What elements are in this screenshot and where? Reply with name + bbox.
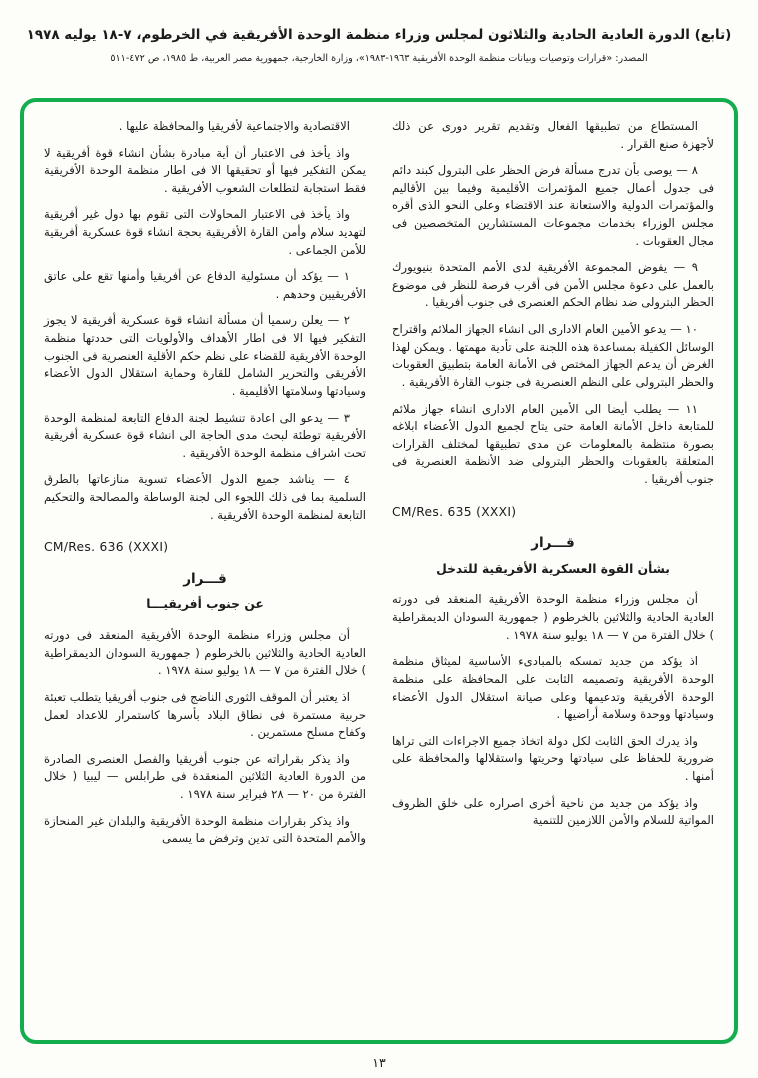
resolution-heading: قـــرار — [531, 535, 575, 552]
paragraph: واذ يدرك الحق الثابت لكل دولة اتخاذ جميع الاجراءات التى تراها ضرورية للحفاظ على سيادتها وحريتها واستقلالها والمحافظة على أمنها . — [392, 733, 714, 783]
page-header — [0, 0, 758, 64]
paragraph: ٣ — يدعو الى اعادة تنشيط لجنة الدفاع التابعة لمنظمة الوحدة الأفريقية توطئة لبحث مدى الحاجة الى انشاء قوة عسكرية أفريقية تحت اشراف منظمة الوحدة الأفريقية . — [44, 410, 366, 460]
paragraph: ٩ — يفوض المجموعة الأفريقية لدى الأمم المتحدة بنيويورك بالعمل على دعوة مجلس الأمن فى أقرب فرصة للنظر فى موضوع الحظر البترولى ضد نظام الحكم العنصرى فى جنوب أفريقيا . — [392, 260, 714, 310]
paragraph: الاقتصادية والاجتماعية لأفريقيا والمحافظة عليها . — [118, 119, 350, 133]
paragraph: واذ يأخذ فى الاعتبار المحاولات التى تقوم بها دول غير أفريقية لتهديد سلام وأمن القارة الأفريقية بحجة انشاء قوة عسكرية أفريقية للأمن الجماعى . — [44, 207, 366, 257]
resolution-heading: قـــرار — [183, 570, 227, 587]
paragraph: واذ يذكر بقرارات منظمة الوحدة الأفريقية والبلدان غير المنحازة والأمم المتحدة التى تدين وترفض ما يسمى — [44, 813, 366, 846]
paragraph: ٤ — يناشد جميع الدول الأعضاء تسوية منازعاتها بالطرق السلمية بما فى ذلك اللجوء الى لجنة الوساطة والمصالحة والتحكيم التابعة لمنظمة الوحدة الأفريقية . — [44, 472, 366, 522]
resolution-ref-636: CM/Res. 636 (XXXI) — [44, 540, 169, 555]
document-title: (تابع) الدورة العادية الحادية والثلاثون لمجلس وزراء منظمة الوحدة الأفريقية في الخرطوم، ٧-١٨ يوليه ١٩٧٨ — [26, 27, 732, 43]
resolution-subheading: بشأن القوة العسكرية الأفريقية للتدخل — [436, 561, 670, 576]
paragraph: المستطاع من تطبيقها الفعال وتقديم تقرير دورى عن ذلك لأجهزة صنع القرار . — [392, 119, 714, 151]
paragraph: ٨ — يوصى بأن تدرج مسألة فرض الحظر على البترول كبند دائم فى جدول أعمال جميع المؤتمرات الأقليمية وفيما بين الأقاليم والمؤتمرات الدولية والاستعانة عند الاقتضاء وعلى النحو الذى أقره مجلس الوزراء بخدمات مجموعات المستشارين المتخصصين فى مجال العقوبات . — [392, 163, 714, 248]
source-line: المصدر: «قرارات وتوصيات وبيانات منظمة الوحدة الأفريقية ١٩٦٣-١٩٨٣»، وزارة الخارجية، جمهورية مصر العربية، ط ١٩٨٥، ص ٤٧٢-٥١١ — [110, 52, 648, 64]
paragraph: ٢ — يعلن رسميا أن مسألة انشاء قوة عسكرية أفريقية لا يجوز التفكير فيها الا فى اطار الأهداف والأولويات التى حددتها منظمة الوحدة الأفريقية للقضاء على نظم حكم الأقلية العنصرية فى الجنوب الأفريقى والتحرير الشامل للقارة وحماية استقلال الدول الأعضاء وسيادتها وسلامتها الأقليمية . — [44, 313, 366, 398]
paragraph: واذ يأخذ فى الاعتبار أن أية مبادرة بشأن انشاء قوة أفريقية لا يمكن التفكير فيها أو تحقيقها الا فى اطار منظمة الوحدة الأفريقية فقط استجابة لتطلعات الشعوب الأفريقية . — [44, 145, 366, 195]
paragraph: اذ يؤكد من جديد تمسكه بالمبادىء الأساسية لميثاق منظمة الوحدة الأفريقية وتصميمه الثابت على المحافظة على منظمة الوحدة الأفريقية وتدعيمها وعلى صيانة استقلال الدول الأعضاء وسيادتها ووحدة وسلامة أراضيها . — [392, 654, 714, 722]
resolution-ref-635: CM/Res. 635 (XXXI) — [392, 504, 517, 519]
paragraph: اذ يعتبر أن الموقف الثورى الناضج فى جنوب أفريقيا يتطلب تعبئة حربية مستمرة فى نطاق البلاد بأسرها كاستمرار للاعداد لعمل وكفاح مسلح مستمرين . — [44, 689, 366, 740]
page-number: ١٣ — [372, 1055, 386, 1070]
column-left — [44, 118, 366, 1032]
paragraph: أن مجلس وزراء منظمة الوحدة الأفريقية المنعقد فى دورته العادية الحادية والثلاثين بالخرطوم ( جمهورية السودان الديمقراطية ) خلال الفترة من ٧ — ١٨ يوليو سنة ١٩٧٨ . — [392, 592, 714, 642]
paragraph: واذ يذكر بقراراته عن جنوب أفريقيا والفصل العنصرى الصادرة من الدورة العادية الثلاثين المنعقدة فى طرابلس — ليبيا ( خلال الفترة من ٢٠ — ٢٨ فبراير سنة ١٩٧٨ . — [44, 751, 366, 801]
green-border-box — [20, 98, 738, 1044]
paragraph: ١ — يؤكد أن مسئولية الدفاع عن أفريقيا وأمنها تقع على عاتق الأفريقيين وحدهم . — [44, 269, 366, 301]
paragraph: واذ يؤكد من جديد من ناحية أخرى اصراره على خلق الظروف المواتية للسلام والأمن اللازمين للتنمية — [392, 795, 714, 828]
paragraph: ١١ — يطلب أيضا الى الأمين العام الادارى انشاء جهاز ملائم للمتابعة داخل الأمانة العامة حتى يتاح لجميع الدول الأعضاء ابلاغه بصورة منتظمة بالمعلومات عن مدى تطبيقها لمختلف القرارات المتعلقة بالعقوبات والحظر البترولى ضد الأنظمة العنصرية فى جنوب أفريقيا . — [392, 401, 714, 486]
paragraph: أن مجلس وزراء منظمة الوحدة الأفريقية المنعقد فى دورته العادية الحادية والثلاثين بالخرطوم ( جمهورية السودان الديمقراطية ) خلال الفترة من ٧ — ١٨ يوليو سنة ١٩٧٨ . — [44, 628, 366, 678]
column-right — [392, 118, 714, 1032]
paragraph: ١٠ — يدعو الأمين العام الادارى الى انشاء الجهاز الملائم واقتراح الوسائل الكفيلة بمساعدة هذه اللجنة على تأدية مهمتها . ويمكن لهذا الغرض أن يدعم الجهاز المختص فى الأمانة العامة بتطبيق العقوبات والحظر البترولى على النظم العنصرية فى جنوب القارة الأفريقية . — [392, 322, 714, 389]
resolution-subheading: عن جنوب أفريقيـــا — [146, 597, 264, 612]
